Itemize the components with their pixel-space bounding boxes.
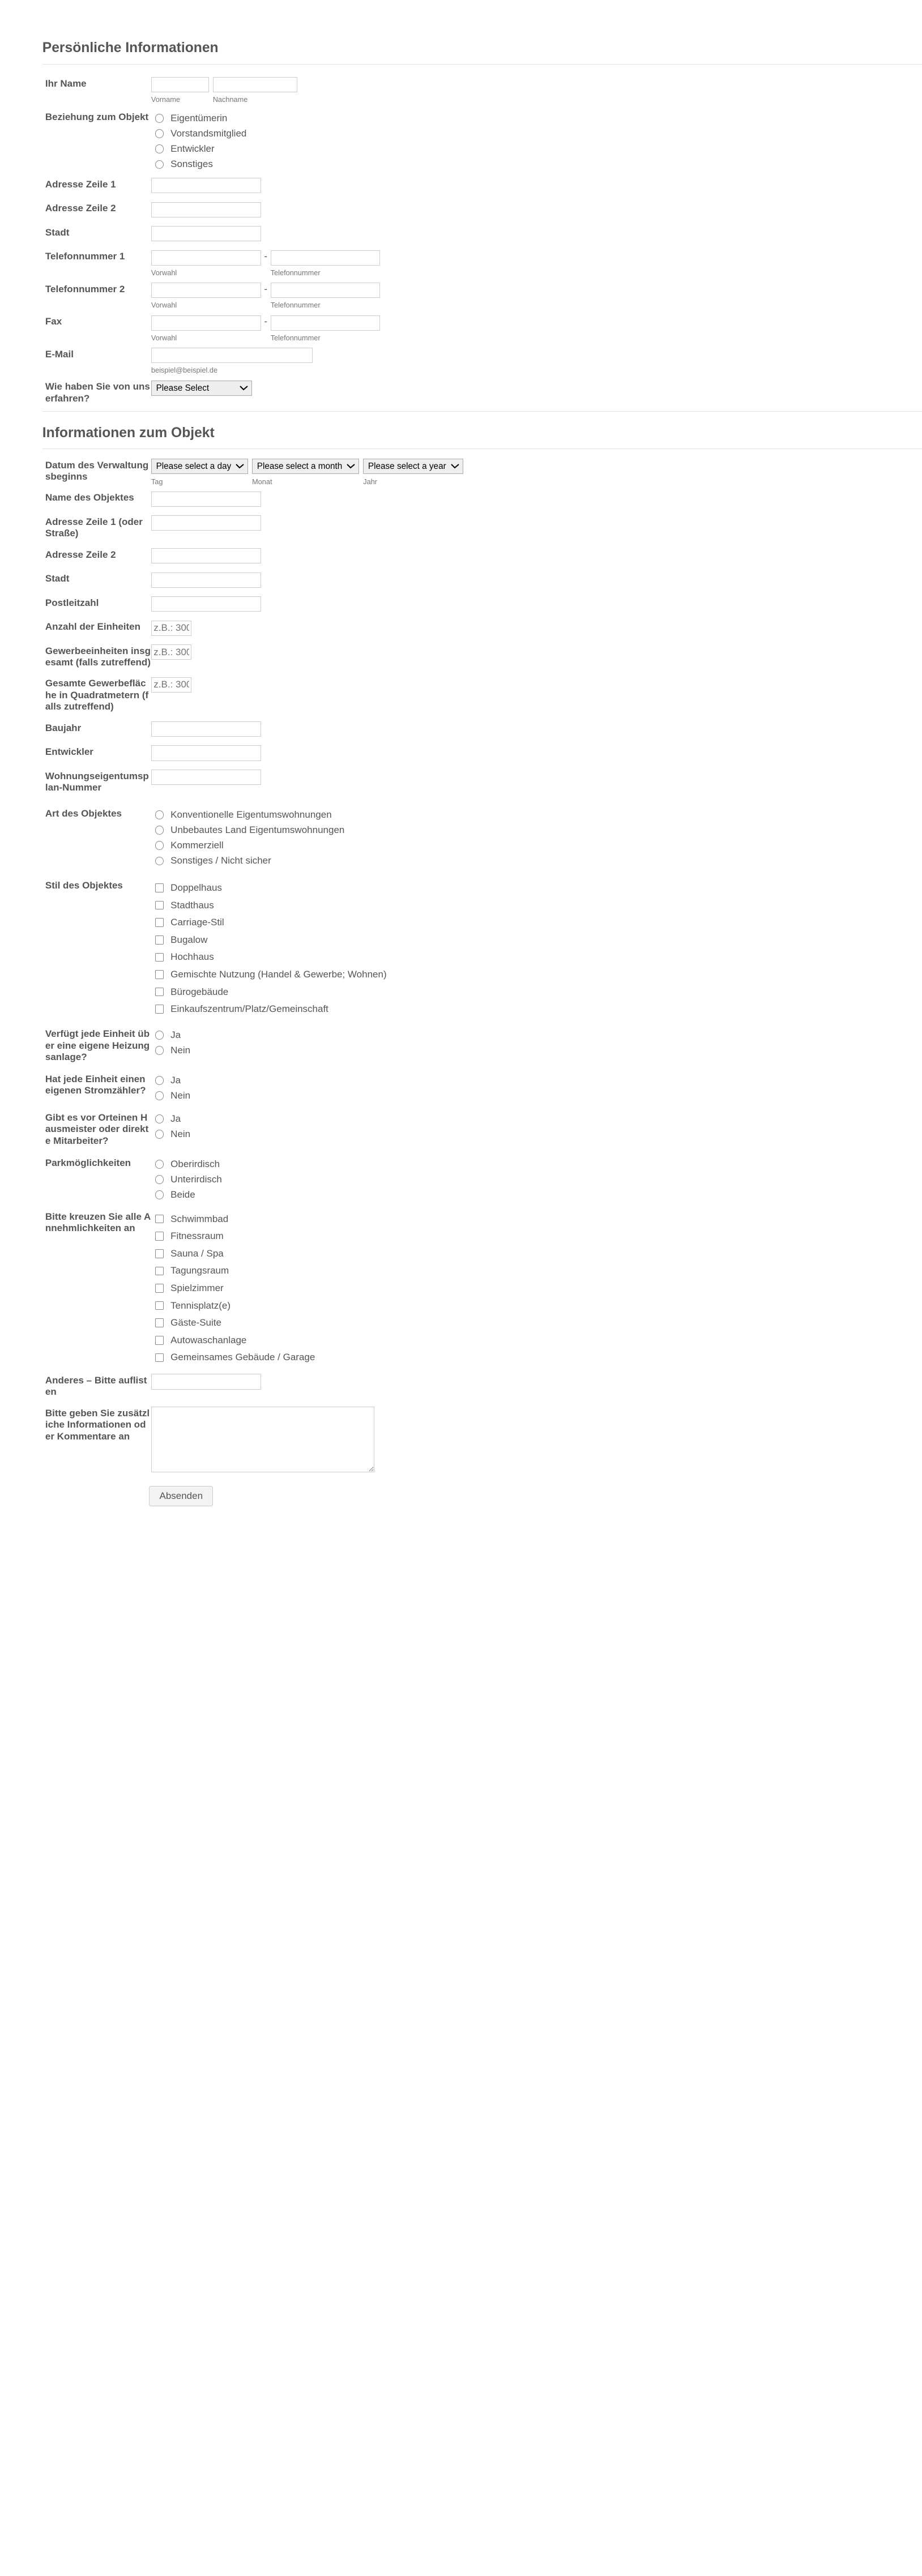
phone-number-sublabel: Telefonnummer [270, 301, 321, 310]
staff-radio-group [151, 1111, 922, 1142]
units-input[interactable] [151, 621, 191, 636]
email-label: E-Mail [45, 348, 74, 360]
checkbox-box[interactable] [155, 883, 164, 892]
city-input[interactable] [151, 226, 261, 241]
phone1-label: Telefonnummer 1 [45, 251, 125, 262]
checkbox-box[interactable] [155, 953, 164, 962]
checkbox-box[interactable] [155, 1353, 164, 1362]
address2-input[interactable] [151, 202, 261, 217]
checkbox-box[interactable] [155, 1284, 164, 1293]
city-label: Stadt [45, 227, 70, 238]
month-sublabel: Monat [252, 477, 272, 486]
comments-label: Bitte geben Sie zusätzliche Informationen oder Kommentare an [45, 1407, 150, 1442]
radio-option-entwickler[interactable] [151, 142, 922, 157]
property-style-checkbox-group [151, 879, 922, 1018]
year-sublabel: Jahr [363, 477, 378, 486]
property-address2-label: Adresse Zeile 2 [45, 549, 116, 560]
checkbox-box[interactable] [155, 935, 164, 945]
radio-option-label: Nein [170, 1045, 191, 1056]
radio-option-label: Sonstiges [170, 159, 213, 170]
fax-number-input[interactable] [271, 315, 381, 331]
relation-label: Beziehung zum Objekt [45, 111, 149, 122]
checkbox-box[interactable] [155, 1267, 164, 1276]
dash-separator: - [264, 283, 268, 294]
property-city-label: Stadt [45, 573, 70, 584]
property-name-input[interactable] [151, 492, 261, 507]
radio-option-label: Sonstiges / Nicht sicher [170, 855, 271, 866]
radio-circle[interactable] [155, 1046, 164, 1055]
fax-area-input[interactable] [151, 315, 261, 331]
commercial-units-label: Gewerbeeinheiten insgesamt (falls zutreffend) [45, 645, 151, 668]
radio-circle[interactable] [155, 114, 164, 123]
radio-option-label: Eigentümerin [170, 112, 228, 123]
checkbox-option-label: Gäste-Suite [170, 1317, 221, 1328]
checkbox-option-label: Einkaufszentrum/Platz/Gemeinschaft [170, 1003, 328, 1015]
heating-radio-group [151, 1027, 922, 1058]
radio-circle[interactable] [155, 1114, 164, 1123]
checkbox-option-label: Schwimmbad [170, 1213, 229, 1224]
checkbox-option-label: Tennisplatz(e) [170, 1300, 231, 1311]
checkbox-option-carriage-stil[interactable] [151, 914, 922, 932]
radio-option-label: Ja [170, 1029, 181, 1041]
fax-label: Fax [45, 316, 62, 327]
radio-option-vorstandsmitglied[interactable] [151, 126, 922, 141]
checkbox-option-buerogebaeude[interactable] [151, 983, 922, 1001]
checkbox-option-gemeinsames-gebaeude[interactable] [151, 1349, 922, 1366]
month-select[interactable] [252, 459, 359, 474]
comments-textarea[interactable] [151, 1407, 374, 1472]
radio-option-sonstiges-nicht-sicher[interactable] [151, 853, 922, 869]
section-header-property [42, 412, 922, 449]
other-amenities-input[interactable] [151, 1374, 261, 1389]
radio-option-label: Unterirdisch [170, 1174, 222, 1185]
checkbox-option-stadthaus[interactable] [151, 896, 922, 914]
radio-option-label: Nein [170, 1090, 191, 1101]
checkbox-option-gaeste-suite[interactable] [151, 1314, 922, 1332]
radio-circle[interactable] [155, 1190, 164, 1199]
radio-option-label: Nein [170, 1129, 191, 1140]
radio-option-kommerziell[interactable] [151, 838, 922, 853]
radio-circle[interactable] [155, 1076, 164, 1085]
start-date-label: Datum des Verwaltungsbeginns [45, 459, 149, 482]
checkbox-box[interactable] [155, 901, 164, 910]
checkbox-option-doppelhaus[interactable] [151, 879, 922, 897]
radio-option-nein[interactable] [151, 1043, 922, 1058]
phone1-number-input[interactable] [271, 250, 381, 266]
other-amenities-label: Anderes – Bitte auflisten [45, 1375, 147, 1398]
radio-circle[interactable] [155, 841, 164, 850]
checkbox-option-label: Carriage-Stil [170, 917, 224, 928]
radio-circle[interactable] [155, 129, 164, 138]
amenities-checkbox-group [151, 1210, 922, 1366]
section-header-personal [42, 0, 922, 65]
checkbox-box[interactable] [155, 1336, 164, 1345]
area-code-sublabel: Vorwahl [151, 333, 177, 342]
dash-separator: - [264, 316, 268, 327]
parking-label: Parkmöglichkeiten [45, 1157, 131, 1168]
radio-option-konventionelle[interactable] [151, 807, 922, 822]
year-built-label: Baujahr [45, 722, 82, 733]
checkbox-option-autowaschanlage[interactable] [151, 1332, 922, 1349]
email-input[interactable] [151, 348, 313, 363]
radio-circle[interactable] [155, 1130, 164, 1139]
year-built-input[interactable] [151, 721, 261, 737]
meter-label: Hat jede Einheit einen eigenen Stromzähler? [45, 1074, 146, 1096]
radio-circle[interactable] [155, 1091, 164, 1100]
meter-radio-group [151, 1073, 922, 1103]
checkbox-option-bugalow[interactable] [151, 931, 922, 949]
staff-label: Gibt es vor Orteinen Hausmeister oder direkte Mitarbeiter? [45, 1112, 149, 1146]
checkbox-option-tennisplatz[interactable] [151, 1297, 922, 1314]
radio-option-unbebautes-land[interactable] [151, 822, 922, 838]
section-title-personal: Persönliche Informationen [42, 40, 219, 56]
source-select[interactable] [151, 381, 253, 396]
area-code-sublabel: Vorwahl [151, 268, 177, 277]
radio-option-ja[interactable] [151, 1111, 922, 1126]
checkbox-option-label: Gemeinsames Gebäude / Garage [170, 1352, 315, 1363]
property-style-label: Stil des Objektes [45, 880, 123, 891]
commercial-area-label: Gesamte Gewerbefläche in Quadratmetern (falls zutreffend) [45, 678, 149, 712]
property-type-label: Art des Objektes [45, 808, 122, 819]
commercial-area-input[interactable] [151, 677, 191, 693]
radio-option-label: Beide [170, 1189, 195, 1201]
heating-label: Verfügt jede Einheit über eine eigene Heizungsanlage? [45, 1028, 150, 1062]
checkbox-box[interactable] [155, 1232, 164, 1241]
radio-circle[interactable] [155, 144, 164, 153]
section-title-property: Informationen zum Objekt [42, 425, 215, 441]
radio-option-label: Vorstandsmitglied [170, 128, 247, 139]
radio-circle[interactable] [155, 160, 164, 169]
radio-option-label: Entwickler [170, 143, 215, 155]
dash-separator: - [264, 251, 268, 262]
radio-option-eigentuemerin[interactable] [151, 110, 922, 126]
phone-number-sublabel: Telefonnummer [270, 333, 321, 342]
radio-option-oberirdisch[interactable] [151, 1156, 922, 1172]
property-city-input[interactable] [151, 573, 261, 588]
email-sublabel: beispiel@beispiel.de [151, 366, 218, 375]
checkbox-box[interactable] [155, 970, 164, 979]
radio-option-label: Ja [170, 1074, 181, 1086]
checkbox-option-label: Spielzimmer [170, 1283, 224, 1294]
checkbox-option-label: Doppelhaus [170, 882, 222, 893]
submit-button[interactable]: Absenden [149, 1486, 213, 1506]
radio-option-label: Unbebautes Land Eigentumswohnungen [170, 825, 345, 836]
radio-option-beide[interactable] [151, 1187, 922, 1203]
address1-label: Adresse Zeile 1 [45, 178, 116, 190]
checkbox-option-einkaufszentrum[interactable] [151, 1001, 922, 1018]
radio-option-unterirdisch[interactable] [151, 1172, 922, 1187]
checkbox-option-label: Stadthaus [170, 899, 214, 911]
plan-number-label: Wohnungseigentumsplan-Nummer [45, 770, 149, 793]
phone2-label: Telefonnummer 2 [45, 283, 125, 294]
radio-option-ja[interactable] [151, 1073, 922, 1088]
radio-option-nein[interactable] [151, 1127, 922, 1142]
checkbox-option-tagungsraum[interactable] [151, 1262, 922, 1280]
checkbox-option-label: Bürogebäude [170, 986, 229, 997]
checkbox-option-label: Bugalow [170, 934, 208, 945]
checkbox-option-label: Sauna / Spa [170, 1248, 224, 1259]
checkbox-option-label: Tagungsraum [170, 1265, 229, 1276]
source-label: Wie haben Sie von uns erfahren? [45, 381, 150, 404]
last-name-sublabel: Nachname [212, 95, 248, 104]
checkbox-option-sauna-spa[interactable] [151, 1245, 922, 1263]
checkbox-option-hochhaus[interactable] [151, 949, 922, 966]
radio-circle[interactable] [155, 810, 164, 819]
checkbox-option-gemischte-nutzung[interactable] [151, 966, 922, 984]
units-label: Anzahl der Einheiten [45, 621, 141, 633]
radio-circle[interactable] [155, 1160, 164, 1169]
amenities-label: Bitte kreuzen Sie alle Annehmlichkeiten an [45, 1211, 151, 1234]
property-address2-input[interactable] [151, 548, 261, 563]
radio-option-label: Kommerziell [170, 840, 224, 851]
checkbox-option-schwimmbad[interactable] [151, 1210, 922, 1228]
radio-option-sonstiges[interactable] [151, 157, 922, 172]
parking-radio-group [151, 1156, 922, 1203]
radio-circle[interactable] [155, 1175, 164, 1184]
first-name-sublabel: Vorname [151, 95, 180, 104]
checkbox-option-label: Autowaschanlage [170, 1334, 247, 1345]
radio-circle[interactable] [155, 857, 164, 866]
property-address1-label: Adresse Zeile 1 (oder Straße) [45, 516, 143, 539]
name-label: Ihr Name [45, 78, 87, 89]
area-code-sublabel: Vorwahl [151, 301, 177, 310]
radio-circle[interactable] [155, 826, 164, 835]
phone1-area-input[interactable] [151, 250, 261, 266]
phone2-area-input[interactable] [151, 283, 261, 298]
radio-option-nein[interactable] [151, 1088, 922, 1104]
address2-label: Adresse Zeile 2 [45, 203, 116, 214]
last-name-input[interactable] [213, 77, 298, 92]
first-name-input[interactable] [151, 77, 209, 92]
radio-option-ja[interactable] [151, 1027, 922, 1043]
day-sublabel: Tag [151, 477, 163, 486]
property-name-label: Name des Objektes [45, 492, 134, 503]
checkbox-option-spielzimmer[interactable] [151, 1280, 922, 1297]
checkbox-option-label: Gemischte Nutzung (Handel & Gewerbe; Wohnen) [170, 968, 387, 980]
checkbox-option-fitnessraum[interactable] [151, 1228, 922, 1245]
commercial-units-input[interactable] [151, 644, 191, 660]
phone2-number-input[interactable] [271, 283, 381, 298]
checkbox-option-label: Fitnessraum [170, 1231, 224, 1242]
zip-input[interactable] [151, 596, 261, 612]
radio-option-label: Konventionelle Eigentumswohnungen [170, 809, 332, 820]
radio-option-label: Ja [170, 1113, 181, 1124]
relation-radio-group [151, 110, 922, 172]
checkbox-box[interactable] [155, 918, 164, 927]
checkbox-box[interactable] [155, 1215, 164, 1224]
day-select[interactable] [151, 459, 248, 474]
developer-input[interactable] [151, 745, 261, 761]
checkbox-box[interactable] [155, 1249, 164, 1258]
address1-input[interactable] [151, 178, 261, 193]
checkbox-box[interactable] [155, 1301, 164, 1310]
radio-option-label: Oberirdisch [170, 1158, 220, 1169]
developer-label: Entwickler [45, 746, 93, 758]
checkbox-option-label: Hochhaus [170, 951, 214, 963]
property-type-radio-group [151, 807, 922, 869]
year-select[interactable] [363, 459, 463, 474]
checkbox-box[interactable] [155, 1318, 164, 1327]
plan-number-input[interactable] [151, 770, 261, 785]
checkbox-box[interactable] [155, 1005, 164, 1014]
radio-circle[interactable] [155, 1031, 164, 1040]
checkbox-box[interactable] [155, 988, 164, 997]
phone-number-sublabel: Telefonnummer [270, 268, 321, 277]
zip-label: Postleitzahl [45, 597, 99, 608]
property-address1-input[interactable] [151, 515, 261, 531]
